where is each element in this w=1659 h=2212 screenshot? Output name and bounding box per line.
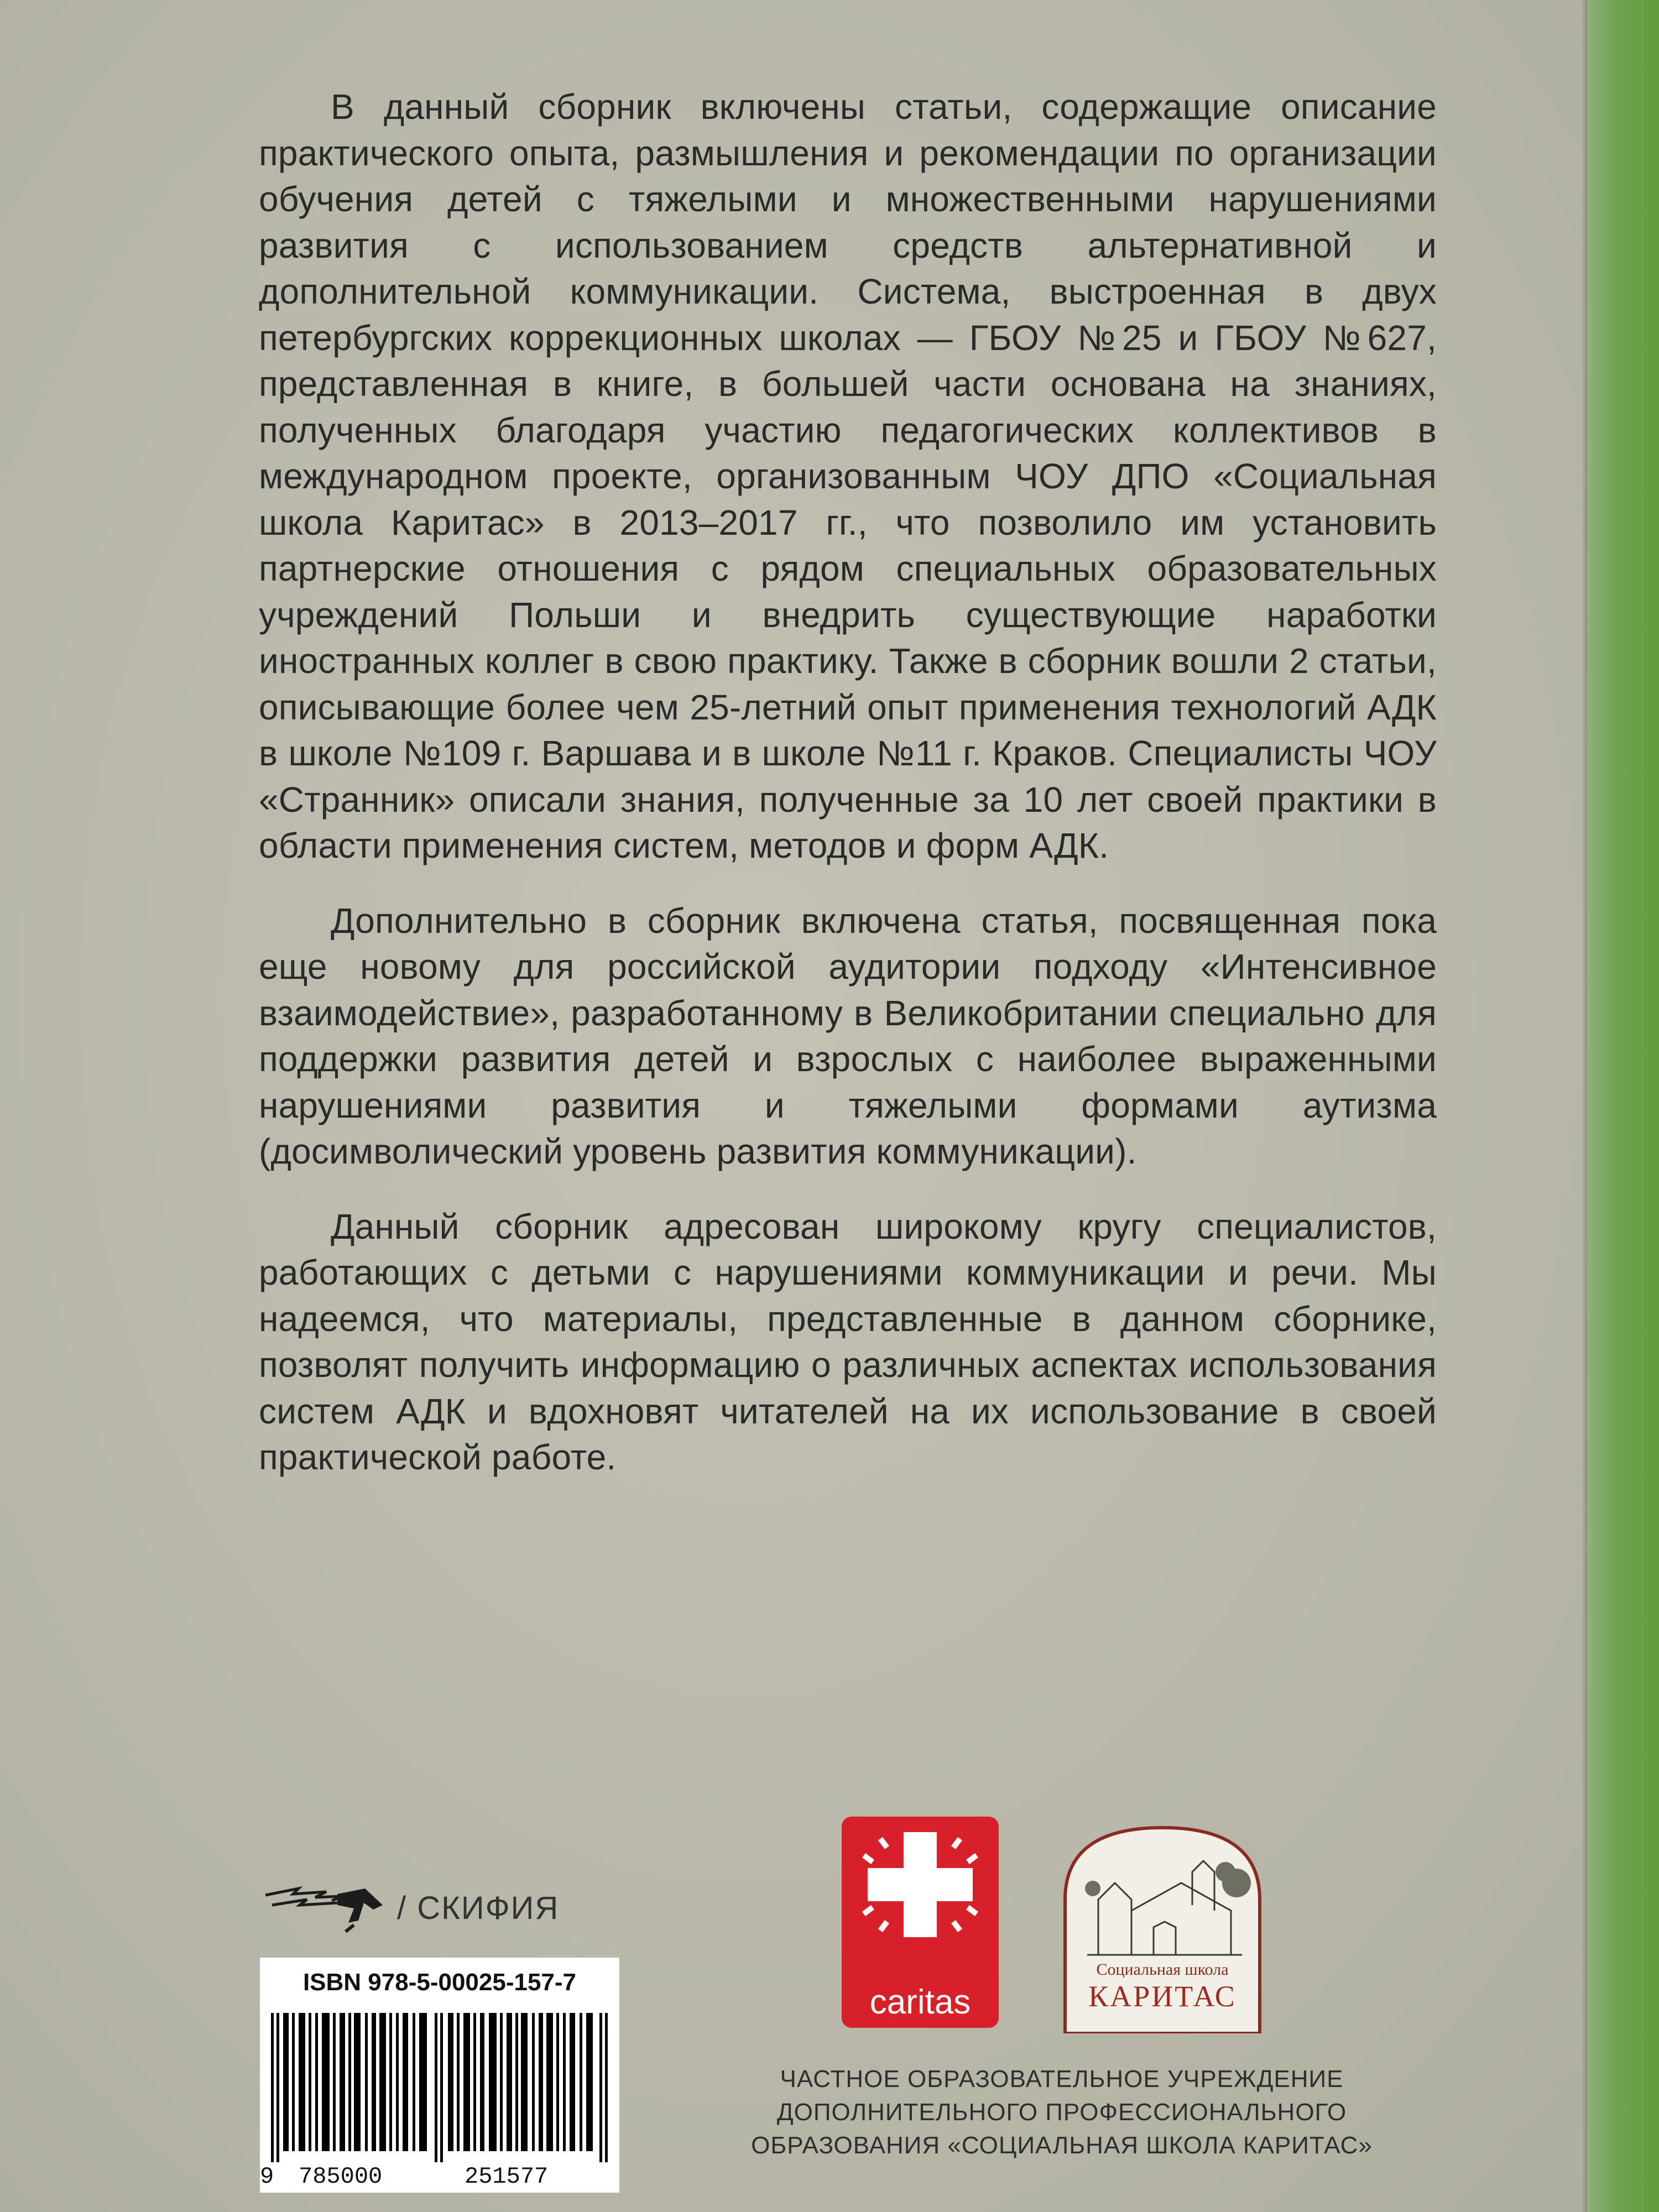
caritas-cross-icon [842,1817,999,1983]
paragraph-3: Данный сборник адресован широкому кругу специалистов, работающих с детьми с нарушениями коммуникации и речи. Мы надеемся, что материалы, представленные в данном сборнике, позволят получить информацию о различных аспектах использования систем АДК и вдохновят читателей на их использование в своей практической работе. [259,1206,1437,1477]
green-spine [1587,0,1659,2212]
barcode-digits-right: 251577 [465,2163,549,2190]
horse-logo-icon [260,1872,387,1938]
barcode-bars [271,2013,608,2162]
isbn-number: ISBN 978-5-00025-157-7 [302,1969,577,1996]
school-name-line1: Социальная школа [1096,1960,1229,1979]
barcode-digits-left: 785000 [299,2163,383,2190]
publisher-label: / СКИФИЯ [397,1890,560,1926]
institution-name [719,2063,1405,2162]
institution-line-2: ДОПОЛНИТЕЛЬНОГО ПРОФЕССИОНАЛЬНОГО [776,2099,1347,2126]
school-name-line2: КАРИТАС [1088,1980,1237,2013]
paragraph-2: Дополнительно в сборник включена статья, посвященная пока еще новому для российской аудитории подходу «Интенсивное взаимодействие», разработанному в Великобритании специально для поддержки развития детей и взрослых с наиболее выраженными нарушениями развития и тяжелыми формами аутизма (досимволический уровень развития коммуникации). [259,900,1437,1171]
spine-shadow [1582,0,1587,2212]
caritas-word: caritas [869,1983,971,2021]
publisher-mark [260,1872,614,1938]
barcode [260,1958,619,2193]
caritas-logo [842,1817,999,2028]
school-caritas-logo [1054,1817,1271,2033]
annotation-text [259,84,1437,1510]
barcode-digit-first: 9 [260,2163,274,2190]
institution-line-1: ЧАСТНОЕ ОБРАЗОВАТЕЛЬНОЕ УЧРЕЖДЕНИЕ [780,2065,1344,2093]
institution-line-3: ОБРАЗОВАНИЯ «СОЦИАЛЬНАЯ ШКОЛА КАРИТАС» [751,2132,1373,2159]
paragraph-1: В данный сборник включены статьи, содержащие описание практического опыта, размышления и рекомендации по организации обучения детей с тяжелыми и множественными нарушениями развития с использованием средств альтернативной и дополнительной коммуникации. Система, выстроенная в двух петербургских коррекционных школах — ГБОУ №25 и ГБОУ №627, представленная в книге, в большей части основана на знаниях, полученных благодаря участию педагогических коллективов в международном проекте, организованным ЧОУ ДПО «Социальная школа Каритас» в 2013–2017 гг., что позволило им установить партнерские отношения с рядом специальных образовательных учреждений Польши и внедрить существующие наработки иностранных коллег в свою практику. Также в сборник вошли 2 статьи, описывающие более чем 25-летний опыт применения технологий АДК в школе №109 г. Варшава и в школе №11 г. Краков. Специалисты ЧОУ «Странник» описали знания, полученные за 10 лет своей практики в области применения систем, методов и форм АДК. [259,87,1437,865]
